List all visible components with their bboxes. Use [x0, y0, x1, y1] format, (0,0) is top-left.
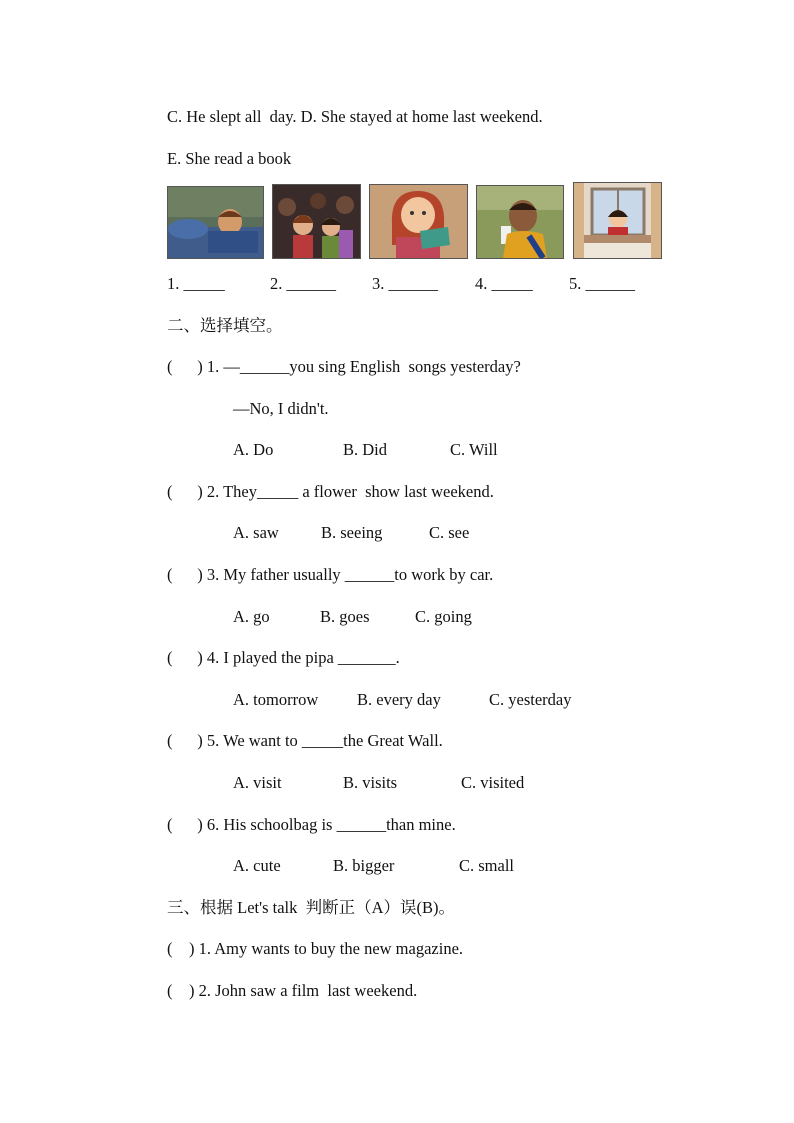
question-5-stem: ( ) 5. We want to _____the Great Wall. — [167, 731, 443, 750]
question-5-option-c[interactable]: C. visited — [461, 773, 525, 792]
girl-at-window-picture — [573, 182, 662, 259]
girl-reading-book-picture — [369, 184, 468, 259]
question-2-option-a[interactable]: A. saw — [233, 523, 279, 542]
section-heading-2: 二、选择填空。 — [167, 316, 283, 335]
question-3-option-b[interactable]: B. goes — [320, 607, 370, 626]
question-4-stem: ( ) 4. I played the pipa _______. — [167, 648, 400, 667]
question-6-option-a[interactable]: A. cute — [233, 856, 281, 875]
true-false-item-2: ( ) 2. John saw a film last weekend. — [167, 981, 418, 1000]
question-6-option-b[interactable]: B. bigger — [333, 856, 395, 875]
answer-blank-2[interactable]: 2. ______ — [270, 274, 336, 293]
option-line-cd: C. He slept all day. D. She stayed at home last weekend. — [167, 107, 543, 126]
question-3-option-c[interactable]: C. going — [415, 607, 472, 626]
question-6-option-c[interactable]: C. small — [459, 856, 515, 875]
question-4-option-b[interactable]: B. every day — [357, 690, 441, 709]
question-1-stem: ( ) 1. —______you sing English songs yesterday? — [167, 357, 521, 376]
man-sleeping-picture — [167, 186, 264, 259]
question-1-option-c[interactable]: C. Will — [450, 440, 498, 459]
question-6-stem: ( ) 6. His schoolbag is ______than mine. — [167, 815, 456, 834]
question-5-option-a[interactable]: A. visit — [233, 773, 282, 792]
question-2-option-b[interactable]: B. seeing — [321, 523, 383, 542]
question-1-option-b[interactable]: B. Did — [343, 440, 388, 459]
question-2-option-c[interactable]: C. see — [429, 523, 470, 542]
question-4-option-a[interactable]: A. tomorrow — [233, 690, 319, 709]
boy-crying-picture — [476, 185, 564, 259]
section-heading-3: 三、根据 Let's talk 判断正（A）误(B)。 — [167, 898, 456, 917]
option-line-e: E. She read a book — [167, 149, 292, 168]
question-3-stem: ( ) 3. My father usually ______to work by car. — [167, 565, 494, 584]
question-4-option-c[interactable]: C. yesterday — [489, 690, 572, 709]
question-5-option-b[interactable]: B. visits — [343, 773, 398, 792]
question-1-answer-line: —No, I didn't. — [233, 399, 329, 418]
question-1-option-a[interactable]: A. Do — [233, 440, 274, 459]
true-false-item-1: ( ) 1. Amy wants to buy the new magazine. — [167, 939, 464, 958]
answer-blank-1[interactable]: 1. _____ — [167, 274, 225, 293]
question-3-option-a[interactable]: A. go — [233, 607, 270, 626]
answer-blank-4[interactable]: 4. _____ — [475, 274, 533, 293]
answer-blank-5[interactable]: 5. ______ — [569, 274, 635, 293]
children-watching-picture — [272, 184, 361, 259]
answer-blank-3[interactable]: 3. ______ — [372, 274, 438, 293]
question-2-stem: ( ) 2. They_____ a flower show last weekend. — [167, 482, 494, 501]
